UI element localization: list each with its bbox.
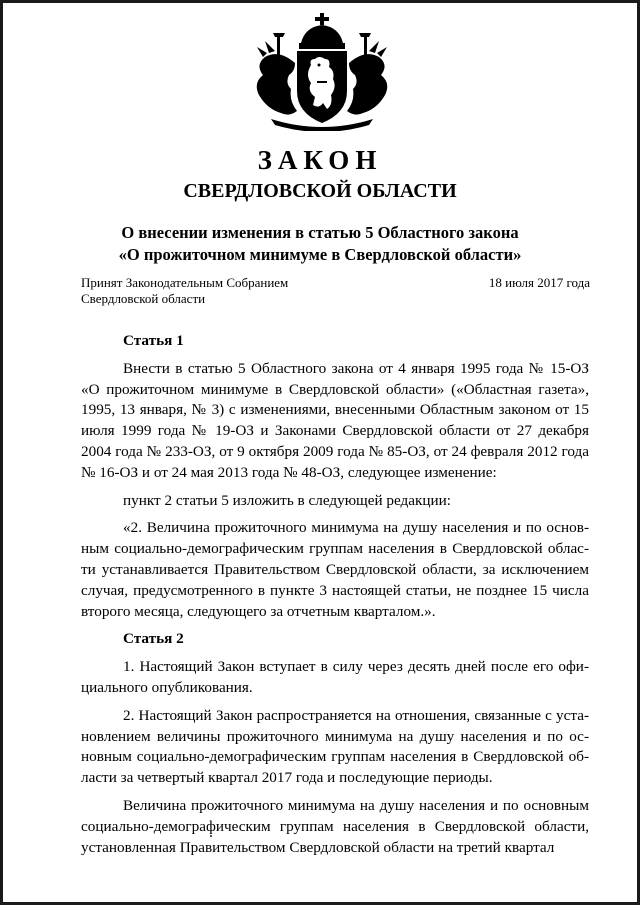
document-subtitle: СВЕРДЛОВСКОЙ ОБЛАСТИ — [183, 180, 457, 202]
article-2-heading: Статья 2 — [123, 630, 184, 648]
scan-speck — [210, 835, 212, 837]
article-1-heading: Статья 1 — [123, 332, 184, 349]
subject-line-2: «О прожиточном минимуме в Свердловской области» — [118, 245, 522, 264]
law-body — [81, 331, 589, 865]
adopted-line-2: Свердловской области — [81, 291, 206, 306]
article-2-paragraph-2: 2. Настоящий Закон распространяется на отношения, связанные с установлением величины прожиточного минимума на душу населения и по основным социально-демографическим группам населения в Свердловской области за четвертый квартал 2017 года и последующие периоды. — [81, 706, 589, 787]
article-1-paragraph-2: пункт 2 статьи 5 изложить в следующей редакции: — [123, 491, 451, 509]
document-page — [3, 3, 637, 902]
adoption-date: 18 июля 2017 года — [488, 275, 590, 290]
adopted-line-1: Принят Законодательным Собранием — [81, 275, 289, 290]
article-1-paragraph-1: Внести в статью 5 Областного закона от 4 января 1995 года № 15-ОЗ «О прожиточном минимуме в Свердловской области» («Областная газета», 1995, 13 января, № 3) с изменениями, внесенными Областным законом от 15 июля 1999 года № 19-ОЗ и Законами Свердловской области от 27 декабря 2004 года № 233-ОЗ, от 9 октября 2009 года № 85-ОЗ, от 24 февраля 2012 года № 16-ОЗ и от 24 мая 2013 года № 48-ОЗ, следующее изменение: — [81, 359, 589, 481]
document-title: ЗАКОН — [257, 145, 383, 175]
coat-of-arms-icon — [249, 13, 395, 131]
adopted-by — [81, 275, 288, 307]
law-subject — [3, 222, 637, 266]
article-2-paragraph-1: 1. Настоящий Закон вступает в силу через десять дней после его официального опубликования. — [81, 658, 589, 696]
article-1-paragraph-3: «2. Величина прожиточного минимума на душу населения и по основным социально-демографическим группам населения в Свердловской области устанавливается Правительством Свердловской области, за исключением случая, предусмотренного в пункте 3 настоящей статьи, не позднее 15 числа второго месяца, следующего за отчетным кварталом.». — [81, 519, 589, 620]
subject-line-1: О внесении изменения в статью 5 Областного закона — [121, 223, 519, 242]
article-2-paragraph-3: Величина прожиточного минимума на душу населения и по основным социально-демографическим группам населения в Свердловской области, установленная Правительством Свердловской области на третий квартал — [81, 796, 589, 856]
